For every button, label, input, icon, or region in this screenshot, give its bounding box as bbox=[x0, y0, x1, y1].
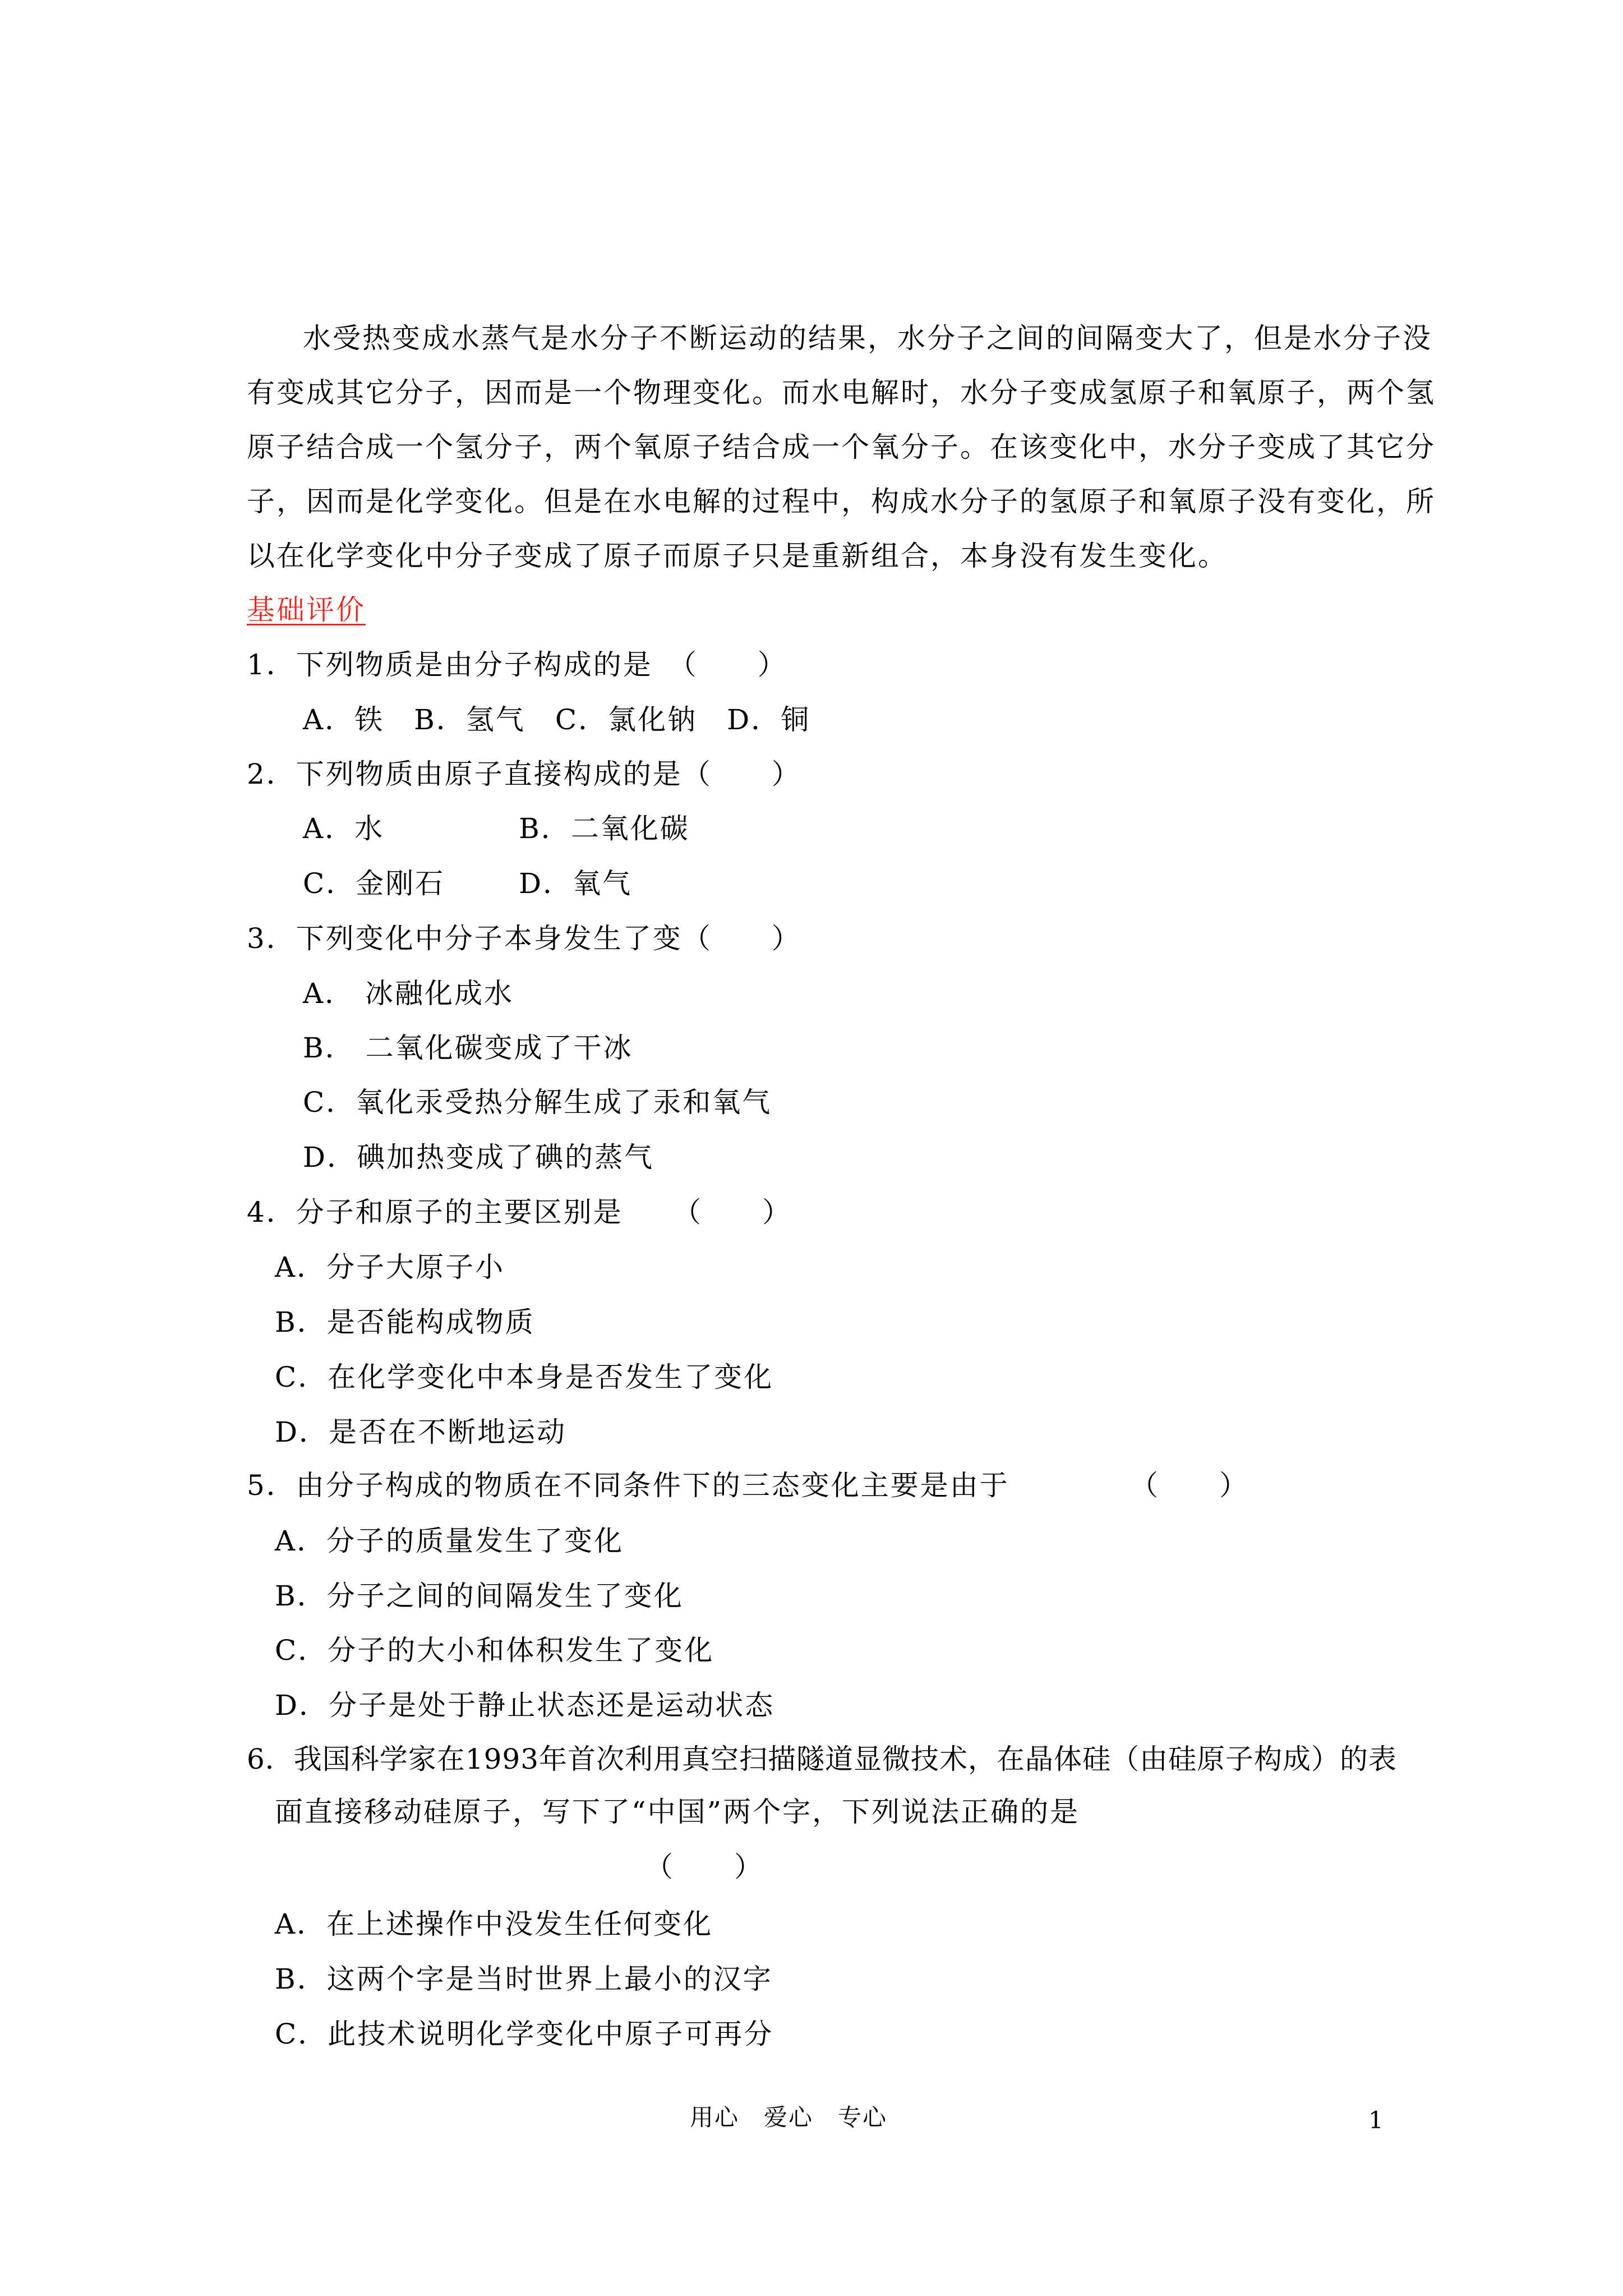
question-5-option: D．分子是处于静止状态还是运动状态 bbox=[275, 1689, 775, 1722]
question-4-option: C．在化学变化中本身是否发生了变化 bbox=[275, 1361, 774, 1393]
question-5-option: B．分子之间的间隔发生了变化 bbox=[275, 1580, 684, 1612]
question-6-stem-line2: 面直接移动硅原子，写下了“中国”两个字，下列说法正确的是 bbox=[275, 1796, 1080, 1828]
question-1-options: A．铁 B．氢气 C．氯化钠 D．铜 bbox=[303, 703, 811, 736]
question-6-answer-paren: （ ） bbox=[645, 1851, 764, 1883]
question-3-option: A． 冰融化成水 bbox=[303, 977, 514, 1010]
question-4-stem: 4．分子和原子的主要区别是 bbox=[247, 1196, 623, 1228]
question-3-option: B． 二氧化碳变成了干冰 bbox=[303, 1032, 633, 1064]
question-6-option: B．这两个字是当时世界上最小的汉字 bbox=[275, 1963, 773, 1995]
page-number: 1 bbox=[1368, 2106, 1385, 2134]
question-2-option-a: A．水 bbox=[303, 812, 385, 845]
question-5-stem: 5．由分子构成的物质在不同条件下的三态变化主要是由于 bbox=[247, 1469, 1009, 1502]
intro-line: 子，因而是化学变化。但是在水电解的过程中，构成水分子的氢原子和氧原子没有变化，所 bbox=[247, 485, 1436, 518]
intro-line: 有变成其它分子，因而是一个物理变化。而水电解时，水分子变成氢原子和氧原子，两个氢 bbox=[247, 376, 1436, 409]
question-2-option-d: D．氧气 bbox=[519, 867, 633, 900]
question-2-option-c: C．金刚石 bbox=[303, 867, 445, 900]
question-2-option-b: B．二氧化碳 bbox=[519, 812, 690, 845]
footer-slogan: 用心 爱心 专心 bbox=[690, 2104, 888, 2131]
question-5-option: C．分子的大小和体积发生了变化 bbox=[275, 1634, 714, 1667]
intro-line: 水受热变成水蒸气是水分子不断运动的结果，水分子之间的间隔变大了，但是水分子没 bbox=[303, 322, 1432, 355]
question-6-stem-line1: 6．我国科学家在1993年首次利用真空扫描隧道显微技术，在晶体硅（由硅原子构成）的表 bbox=[247, 1743, 1398, 1775]
question-2-stem: 2．下列物质由原子直接构成的是（ ） bbox=[247, 758, 801, 790]
question-4-option: D．是否在不断地运动 bbox=[275, 1416, 567, 1448]
question-6-option: A．在上述操作中没发生任何变化 bbox=[275, 1908, 713, 1940]
question-5-option: A．分子的质量发生了变化 bbox=[275, 1525, 624, 1557]
question-5-answer-paren: （ ） bbox=[1130, 1469, 1249, 1502]
question-4-answer-paren: （ ） bbox=[673, 1196, 792, 1228]
question-3-option: C．氧化汞受热分解生成了汞和氧气 bbox=[303, 1086, 772, 1119]
intro-line: 原子结合成一个氢分子，两个氧原子结合成一个氧分子。在该变化中，水分子变成了其它分 bbox=[247, 431, 1436, 463]
question-1-stem: 1．下列物质是由分子构成的是 （ ） bbox=[247, 648, 787, 681]
intro-line: 以在化学变化中分子变成了原子而原子只是重新组合，本身没有发生变化。 bbox=[247, 540, 1228, 572]
section-title: 基础评价 bbox=[247, 593, 366, 626]
question-6-option: C．此技术说明化学变化中原子可再分 bbox=[275, 2018, 774, 2050]
question-4-option: B．是否能构成物质 bbox=[275, 1306, 535, 1338]
question-3-option: D．碘加热变成了碘的蒸气 bbox=[303, 1141, 654, 1174]
question-4-option: A．分子大原子小 bbox=[275, 1251, 505, 1283]
question-3-stem: 3．下列变化中分子本身发生了变（ ） bbox=[247, 922, 801, 955]
